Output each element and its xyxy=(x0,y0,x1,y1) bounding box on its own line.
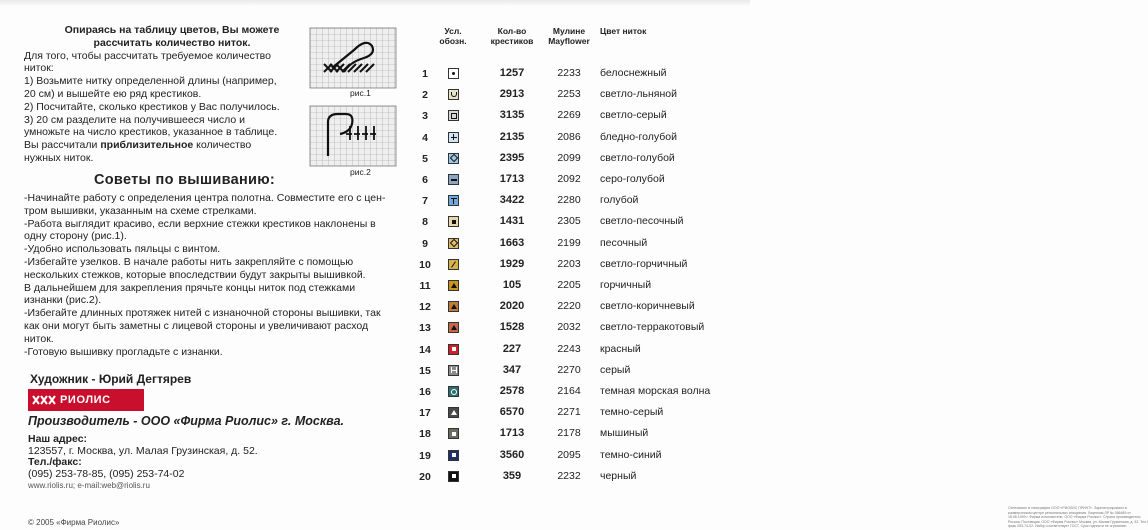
table-row xyxy=(410,467,740,488)
table-row xyxy=(410,297,740,318)
intro-line: Для того, чтобы рассчитать требуемое количество xyxy=(24,49,271,62)
thread-color-name: светло-коричневый xyxy=(600,300,695,313)
tip-line: -Удобно использовать пяльцы с винтом. xyxy=(24,243,221,256)
stitch-count: 1257 xyxy=(499,67,525,79)
table-row xyxy=(410,170,740,191)
thread-symbol-icon xyxy=(448,365,459,376)
thread-symbol-icon xyxy=(448,450,459,461)
intro-line: ниток: xyxy=(24,62,54,75)
thread-symbol-icon xyxy=(448,195,459,206)
tip-line: изнанки (рис.2). xyxy=(24,294,102,307)
thread-symbol-icon xyxy=(448,89,459,100)
intro-line-with-bold xyxy=(24,139,314,152)
row-number: 14 xyxy=(419,343,431,356)
mayflower-code: 2270 xyxy=(557,363,581,376)
phone-numbers: (095) 253-78-85, (095) 253-74-02 xyxy=(28,467,185,480)
thread-symbol-icon xyxy=(448,174,459,185)
symbol-mark-icon xyxy=(452,432,456,436)
thread-color-name: голубой xyxy=(600,194,639,207)
stitch-count: 2395 xyxy=(499,151,525,164)
stitch-count: 1713 xyxy=(499,427,525,440)
symbol-mark-icon xyxy=(451,261,456,267)
tip-line: одну сторону (рис.1). xyxy=(24,230,127,243)
row-number: 13 xyxy=(419,322,431,335)
tip-line: -Избегайте длинных протяжек нитей с изнаночной стороны вышивки, так xyxy=(24,307,381,320)
header-symbol xyxy=(428,26,478,46)
symbol-mark-icon xyxy=(449,154,457,162)
thread-color-name: светло-голубой xyxy=(600,151,675,164)
thread-symbol-icon xyxy=(448,386,459,397)
thread-color-name: светло-серый xyxy=(600,109,667,122)
address-value: 123557, г. Москва, ул. Малая Грузинская, д. 52. xyxy=(28,444,258,457)
row-number: 2 xyxy=(422,89,428,102)
header-count-line: крестиков xyxy=(490,36,534,46)
thread-symbol-icon xyxy=(448,238,459,249)
thread-symbol-icon xyxy=(448,322,459,333)
web-email: www.riolis.ru; e-mail:web@riolis.ru xyxy=(28,481,150,490)
header-mouline xyxy=(540,26,598,46)
stitch-count: 1431 xyxy=(499,215,525,228)
contact-block xyxy=(28,434,258,492)
symbol-mark-icon xyxy=(451,410,457,415)
stitch-count: 105 xyxy=(502,279,522,291)
thread-symbol-icon xyxy=(448,471,459,482)
tip-line: ниток. xyxy=(24,332,54,345)
mayflower-code: 2099 xyxy=(557,151,581,164)
table-row xyxy=(410,128,740,149)
row-number: 16 xyxy=(419,386,431,398)
thread-color-name: бледно-голубой xyxy=(600,130,677,143)
logo-text: РИОЛИС xyxy=(60,394,111,406)
mayflower-code: 2164 xyxy=(557,385,581,397)
stitch-count: 347 xyxy=(502,363,522,376)
row-number: 19 xyxy=(419,449,431,462)
row-number: 11 xyxy=(419,280,431,292)
row-number: 6 xyxy=(422,174,428,186)
intro-line: 1) Возьмите нитку определенной длины (например, xyxy=(24,75,277,88)
thread-symbol-icon xyxy=(448,301,459,312)
stitch-count: 1663 xyxy=(499,236,525,249)
symbol-mark-icon xyxy=(451,113,457,119)
symbol-mark-icon xyxy=(451,389,457,395)
intro-line: умножьте на число крестиков, указанное в таблице. xyxy=(24,126,278,139)
stitch-count: 227 xyxy=(502,342,522,355)
thread-calculation-section xyxy=(24,24,314,165)
thread-symbol-icon xyxy=(448,110,459,121)
thread-symbol-icon xyxy=(448,280,459,291)
stitch-count: 2020 xyxy=(499,300,525,313)
thread-color-name: темно-серый xyxy=(600,406,664,419)
mayflower-code: 2178 xyxy=(557,427,581,440)
symbol-mark-icon xyxy=(452,474,456,478)
thread-color-name: серо-голубой xyxy=(600,173,665,185)
table-row xyxy=(410,64,740,85)
header-symbol-line: Усл. xyxy=(444,26,462,36)
mayflower-code: 2092 xyxy=(557,173,581,185)
row-number: 7 xyxy=(422,195,428,208)
mayflower-code: 2032 xyxy=(557,321,581,334)
mayflower-code: 2205 xyxy=(557,279,581,291)
mayflower-code: 2220 xyxy=(557,300,581,313)
intro-line: Вы рассчитали xyxy=(24,139,98,152)
stitch-count: 2578 xyxy=(499,385,525,397)
thread-symbol-icon xyxy=(448,68,459,79)
thread-color-name: светло-терракотовый xyxy=(600,321,705,334)
stitch-count: 3135 xyxy=(499,109,525,122)
figure-2-caption: рис.2 xyxy=(350,167,371,177)
stitch-count: 3560 xyxy=(499,448,525,461)
copyright: © 2005 «Фирма Риолис» xyxy=(28,518,120,527)
artist-credit: Художник - Юрий Дегтярев xyxy=(30,372,192,386)
symbol-mark-icon xyxy=(451,367,457,373)
row-number: 3 xyxy=(422,110,428,123)
table-header xyxy=(410,22,740,62)
producer: Производитель - ООО «Фирма Риолис» г. Москва. xyxy=(28,414,344,428)
mayflower-code: 2233 xyxy=(557,67,581,79)
table-row xyxy=(410,212,740,233)
mayflower-code: 2232 xyxy=(557,469,581,482)
table-row xyxy=(410,255,740,276)
thread-color-name: темная морская волна xyxy=(600,385,711,397)
tip-line: нескольких стежков, которые впоследствии будут закрыты вышивкой. xyxy=(24,268,366,281)
thread-color-name: черный xyxy=(600,469,637,482)
thread-color-name: темно-синий xyxy=(600,448,662,461)
intro-last-line: нужных ниток. xyxy=(24,151,94,164)
table-row xyxy=(410,191,740,212)
thread-symbol-icon xyxy=(448,216,459,227)
row-number: 8 xyxy=(422,216,428,229)
mayflower-code: 2305 xyxy=(557,215,581,228)
row-number: 17 xyxy=(419,407,431,420)
row-number: 12 xyxy=(419,301,431,314)
symbol-mark-icon xyxy=(449,239,457,247)
stitch-count: 1929 xyxy=(499,257,525,270)
thread-color-name: светло-песочный xyxy=(600,215,684,228)
address-label: Наш адрес: xyxy=(28,433,88,445)
symbol-mark-icon xyxy=(452,220,456,224)
mayflower-code: 2095 xyxy=(557,448,581,461)
table-row xyxy=(410,106,740,127)
tip-line: -Избегайте узелков. В начале работы нить закрепляйте с помощью xyxy=(24,255,354,268)
table-row xyxy=(410,85,740,106)
intro-heading-line-2: рассчитать количество ниток. xyxy=(93,36,251,49)
cross-stitch-figure-2 xyxy=(310,106,396,166)
mayflower-code: 2086 xyxy=(557,130,581,143)
symbol-mark-icon xyxy=(452,453,456,457)
phone-label: Тел./факс: xyxy=(28,456,82,468)
row-number: 1 xyxy=(422,68,428,80)
header-symbol-line: обозн. xyxy=(439,36,467,46)
symbol-mark-icon xyxy=(451,134,457,140)
thread-color-name: белоснежный xyxy=(600,67,667,79)
thread-color-name: мышиный xyxy=(600,427,649,440)
intro-line: 2) Посчитайте, сколько крестиков у Вас получилось. xyxy=(24,100,280,113)
tip-line: -Готовую вышивку прогладьте с изнанки. xyxy=(24,345,223,358)
thread-symbol-icon xyxy=(448,153,459,164)
intro-after-bold: количество xyxy=(196,139,252,152)
table-row xyxy=(410,149,740,170)
intro-line: 20 см) и вышейте ею ряд крестиков. xyxy=(24,87,202,100)
header-mouline-line: Мулине xyxy=(552,26,586,36)
row-number: 15 xyxy=(419,364,431,377)
thread-symbol-icon xyxy=(448,132,459,143)
thread-color-name: светло-льняной xyxy=(600,88,677,101)
stitch-count: 1713 xyxy=(499,173,525,185)
legal-fine-print: Отпечатано в типографии ООО «РИОЛИС ПРИНТ». Зарегистрировано в коммерческом центре региональных инициатив. Лицензия ЛР № 066489 от 18.08.1999 г. Фирма изготовитель: ООО «Фирма Риолис». Страна производитель: Россия. Поставщик: ООО «Фирма Риолис» Москва, ул. Малая Грузинская, д. 52. Тел./факс 253-74-02. Набор соответствует ГОСТ. Срок годности не ограничен. xyxy=(1008,506,1148,529)
mayflower-code: 2253 xyxy=(557,88,581,101)
mayflower-code: 2269 xyxy=(557,109,581,122)
stitch-count: 359 xyxy=(502,469,522,482)
table-row xyxy=(410,276,740,297)
mayflower-code: 2243 xyxy=(557,342,581,355)
thread-color-name: горчичный xyxy=(600,279,652,291)
table-row xyxy=(410,318,740,339)
row-number: 18 xyxy=(419,428,431,441)
tip-line: тром вышивки, указанным на схеме стрелками. xyxy=(24,204,257,217)
row-number: 4 xyxy=(422,131,428,144)
mayflower-code: 2271 xyxy=(557,406,581,419)
intro-line: 3) 20 см разделите на получившееся число и xyxy=(24,113,245,126)
symbol-mark-icon xyxy=(451,283,457,288)
stitch-count: 3422 xyxy=(499,194,525,207)
tips-title: Советы по вышиванию: xyxy=(94,172,276,188)
mayflower-code: 2280 xyxy=(557,194,581,207)
header-count xyxy=(480,26,544,46)
symbol-mark-icon xyxy=(451,92,457,97)
header-count-line: Кол-во xyxy=(497,26,527,36)
header-color: Цвет ниток xyxy=(600,26,647,36)
thread-symbol-icon xyxy=(448,259,459,270)
table-row xyxy=(410,382,740,403)
symbol-mark-icon xyxy=(452,347,456,351)
symbol-mark-icon xyxy=(451,179,457,181)
figure-1-caption: рис.1 xyxy=(350,88,371,98)
thread-symbol-icon xyxy=(448,407,459,418)
riolis-logo xyxy=(28,389,144,411)
symbol-mark-icon xyxy=(452,72,455,75)
table-row xyxy=(410,340,740,361)
header-mouline-line: Mayflower xyxy=(548,36,590,46)
row-number: 9 xyxy=(422,237,428,250)
stitch-count: 2913 xyxy=(499,88,525,101)
row-number: 10 xyxy=(419,258,431,271)
embroidery-tips xyxy=(24,192,404,358)
table-row xyxy=(410,234,740,255)
stitch-count: 1528 xyxy=(499,321,525,334)
top-edge xyxy=(0,0,750,6)
table-row xyxy=(410,446,740,467)
thread-color-name: серый xyxy=(600,363,631,376)
table-row xyxy=(410,424,740,445)
table-row xyxy=(410,361,740,382)
thread-color-name: песочный xyxy=(600,236,648,249)
logo-mark-icon xyxy=(32,394,56,406)
mayflower-code: 2203 xyxy=(557,257,581,270)
row-number: 5 xyxy=(422,152,428,165)
tip-line: как они могут быть заметны с лицевой стороны и увеличивают расход xyxy=(24,319,369,332)
symbol-mark-icon xyxy=(451,304,457,309)
thread-color-name: красный xyxy=(600,342,641,355)
stitch-count: 6570 xyxy=(499,406,525,419)
tip-line: -Начинайте работу с определения центра полотна. Совместите его с цен- xyxy=(24,192,386,204)
cross-stitch-figure-1 xyxy=(310,28,396,88)
stitch-count: 2135 xyxy=(499,130,525,143)
thread-color-name: светло-горчичный xyxy=(600,257,688,270)
thread-symbol-icon xyxy=(448,428,459,439)
symbol-mark-icon xyxy=(451,325,457,330)
tip-line: В дальнейшем для закрепления прячьте концы ниток под стежками xyxy=(24,281,356,294)
intro-heading-line-1: Опираясь на таблицу цветов, Вы можете xyxy=(64,24,280,36)
bold-word: приблизительное xyxy=(100,139,194,152)
table-row xyxy=(410,403,740,424)
mayflower-code: 2199 xyxy=(557,236,581,249)
tip-line: -Работа выглядит красиво, если верхние стежки крестиков наклонены в xyxy=(24,217,376,230)
symbol-mark-icon xyxy=(451,198,457,204)
row-number: 20 xyxy=(419,470,431,483)
thread-symbol-icon xyxy=(448,344,459,355)
